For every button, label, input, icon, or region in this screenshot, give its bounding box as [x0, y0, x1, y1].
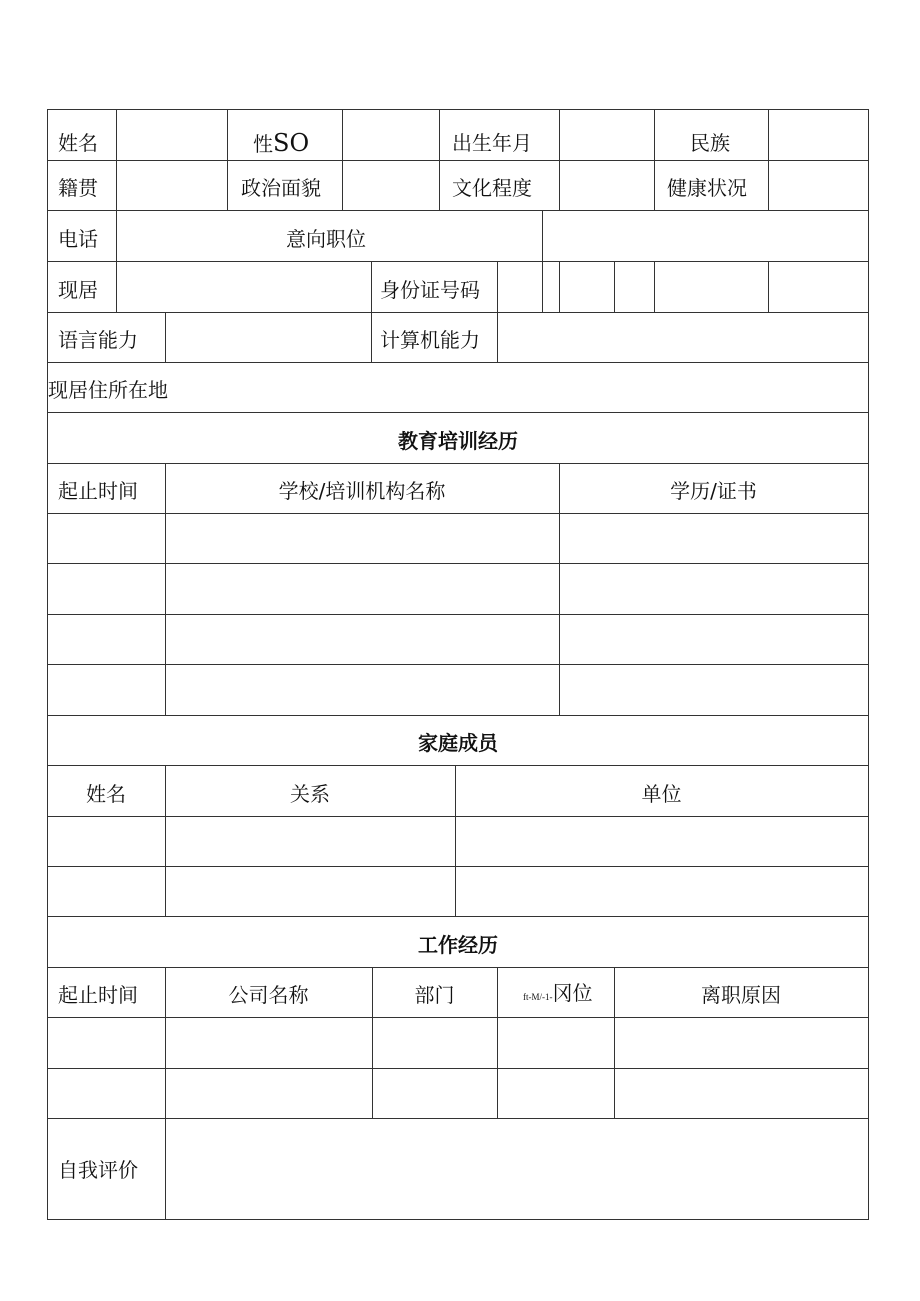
label-id: 身份证号码: [380, 278, 480, 302]
label-address: 现居住所在地: [48, 378, 168, 402]
rule: [47, 866, 869, 867]
rule: [47, 362, 869, 363]
label-phone: 电话: [58, 227, 98, 251]
rule: [47, 816, 869, 817]
label-position: 意向职位: [286, 227, 366, 251]
edu-header-degree: 学历/证书: [670, 479, 757, 503]
rule: [654, 261, 655, 313]
rule: [47, 715, 869, 716]
rule: [165, 312, 166, 363]
rule-bottom: [47, 1219, 869, 1220]
rule: [116, 210, 117, 262]
label-health: 健康状况: [667, 176, 747, 200]
rule: [497, 967, 498, 1119]
rule-top: [47, 109, 869, 110]
label-residence: 现居: [58, 278, 98, 302]
rule: [654, 109, 655, 211]
rule: [559, 109, 560, 211]
edu-header-period: 起止时间: [58, 479, 138, 503]
rule: [116, 109, 117, 211]
rule: [47, 1118, 869, 1119]
label-native-place: 籍贯: [58, 176, 98, 200]
rule: [342, 109, 343, 211]
rule: [768, 109, 769, 211]
work-header-dept: 部门: [414, 983, 455, 1007]
family-header-name: 姓名: [86, 782, 126, 806]
work-header-reason: 离职原因: [701, 983, 781, 1007]
work-title: 工作经历: [418, 933, 498, 957]
label-education-level: 文化程度: [452, 176, 532, 200]
rule-right: [868, 109, 869, 1220]
family-header-unit: 单位: [641, 782, 682, 806]
rule: [497, 261, 498, 313]
rule: [47, 563, 869, 564]
rule: [116, 261, 117, 313]
rule: [47, 160, 869, 161]
rule: [47, 664, 869, 665]
label-birth: 出生年月: [452, 131, 532, 155]
label-ethnicity: 民族: [690, 131, 730, 155]
rule: [47, 765, 869, 766]
label-self-eval: 自我评价: [58, 1158, 138, 1182]
label-computer: 计算机能力: [380, 328, 480, 352]
label-gender: [253, 130, 309, 157]
rule: [47, 210, 869, 211]
rule: [47, 261, 869, 262]
education-title: 教育培训经历: [398, 429, 518, 453]
work-header-period: 起止时间: [58, 983, 138, 1007]
rule: [47, 463, 869, 464]
rule: [559, 261, 560, 313]
rule: [542, 261, 543, 313]
rule: [768, 261, 769, 313]
rule: [497, 312, 498, 363]
rule: [47, 1017, 869, 1018]
rule: [227, 109, 228, 211]
rule: [47, 916, 869, 917]
rule: [371, 261, 372, 313]
rule: [371, 312, 372, 363]
rule: [165, 1118, 166, 1220]
rule: [47, 967, 869, 968]
work-header-post-suffix: 冈位: [552, 981, 593, 1005]
rule: [47, 513, 869, 514]
family-title: 家庭成员: [418, 731, 498, 755]
work-header-company: 公司名称: [228, 983, 309, 1007]
label-gender-tail: SO: [273, 129, 310, 157]
rule: [542, 210, 543, 262]
rule: [439, 109, 440, 211]
label-gender-char: 性: [253, 132, 273, 156]
work-header-post: [523, 980, 593, 1006]
label-name: 姓名: [58, 131, 98, 155]
rule: [47, 614, 869, 615]
rule: [47, 1068, 869, 1069]
label-political: 政治面貌: [241, 176, 321, 200]
rule-left: [47, 109, 48, 1220]
family-header-relation: 关系: [290, 782, 330, 806]
rule: [47, 412, 869, 413]
edu-header-school: 学校/培训机构名称: [278, 479, 446, 503]
rule: [47, 312, 869, 313]
label-language: 语言能力: [58, 328, 138, 352]
rule: [614, 261, 615, 313]
work-header-post-prefix: ft-M/-1-: [523, 992, 553, 1002]
